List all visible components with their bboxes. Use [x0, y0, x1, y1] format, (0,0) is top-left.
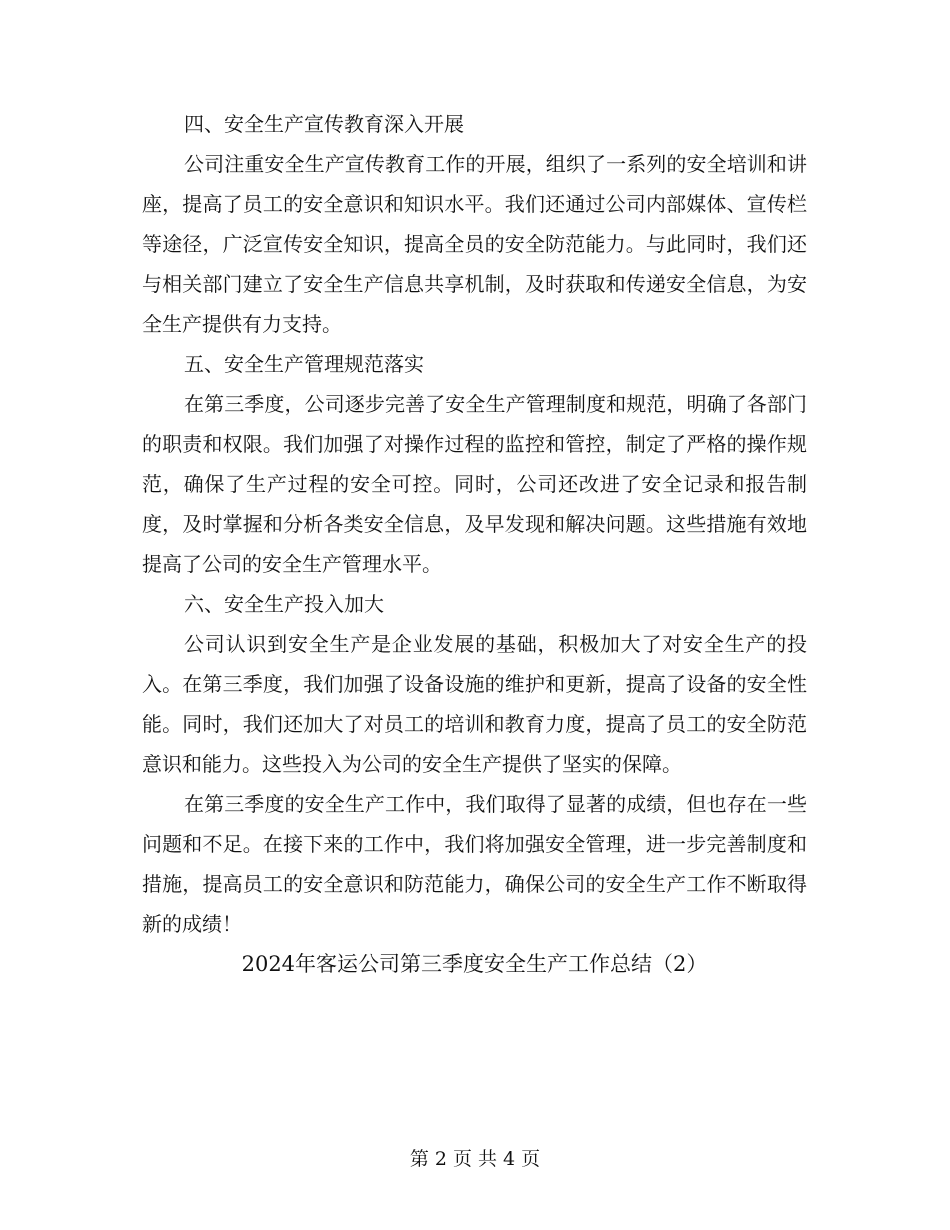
section-heading-4: 四、安全生产宣传教育深入开展 — [184, 112, 464, 136]
section-6-paragraph: 公司认识到安全生产是企业发展的基础，积极加大了对安全生产的投入。在第三季度，我们加强了设备设施的维护和更新，提高了设备的安全性能。同时，我们还加大了对员工的培训和教育力度，提高了员工的安全防范意识和能力。这些投入为公司的安全生产提供了坚实的保障。 — [142, 632, 807, 776]
section-5-paragraph: 在第三季度，公司逐步完善了安全生产管理制度和规范，明确了各部门的职责和权限。我们加强了对操作过程的监控和管控，制定了严格的操作规范，确保了生产过程的安全可控。同时，公司还改进了安全记录和报告制度，及时掌握和分析各类安全信息，及早发现和解决问题。这些措施有效地提高了公司的安全生产管理水平。 — [142, 392, 807, 576]
section-4-paragraph: 公司注重安全生产宣传教育工作的开展，组织了一系列的安全培训和讲座，提高了员工的安全意识和知识水平。我们还通过公司内部媒体、宣传栏等途径，广泛宣传安全知识，提高全员的安全防范能力。与此同时，我们还与相关部门建立了安全生产信息共享机制，及时获取和传递安全信息，为安全生产提供有力支持。 — [142, 152, 807, 336]
page-number-footer: 第 2 页 共 4 页 — [409, 1148, 541, 1170]
conclusion-paragraph: 在第三季度的安全生产工作中，我们取得了显著的成绩，但也存在一些问题和不足。在接下来的工作中，我们将加强安全管理，进一步完善制度和措施，提高员工的安全意识和防范能力，确保公司的安全生产工作不断取得新的成绩！ — [142, 792, 807, 936]
section-heading-5: 五、安全生产管理规范落实 — [184, 352, 424, 376]
section-heading-6: 六、安全生产投入加大 — [184, 592, 384, 616]
next-document-title: 2024年客运公司第三季度安全生产工作总结（2） — [241, 952, 708, 976]
document-body — [142, 104, 807, 984]
